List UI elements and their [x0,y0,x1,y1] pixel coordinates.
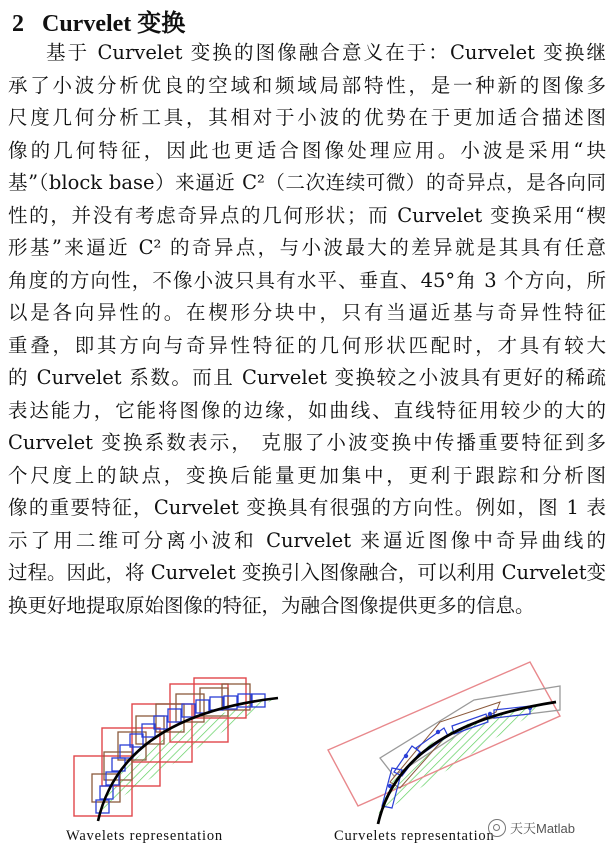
right-figure-caption: Curvelets representation [334,828,495,844]
wavelet-panel [74,678,278,821]
paragraph-line: 以是各向异性的。在楔形分块中，只有当逼近基与奇异性特征 [8,301,606,324]
section-number: 2 [12,11,24,37]
paragraph-line: 尺度几何分析工具，其相对于小波的优势在于更加适合描述图 [8,106,606,129]
paragraph-line: 的 Curvelet 系数。而且 Curvelet 变换较之小波具有更好的稀疏 [8,366,606,389]
paragraph-line: 过程。因此，将 Curvelet 变换引入图像融合，可以利用 Curvelet变 [8,561,607,584]
wechat-icon [488,819,506,837]
paragraph-line: 形基”来逼近 C² 的奇异点，与小波最大的差异就是其具有任意 [8,236,606,259]
curvelet-large-wedge [328,662,560,806]
paragraph-line: 基于 Curvelet 变换的图像融合意义在于：Curvelet 变换继 [46,41,606,64]
paragraph-line: 个尺度上的缺点，变换后能量更加集中，更利于跟踪和分析图 [8,463,606,487]
paragraph-line: 基”（block base）来逼近 C²（二次连续可微）的奇异点，是各向同 [8,171,606,194]
section-heading [12,3,185,38]
paragraph-line: 承了小波分析优良的空域和频域局部特性，是一种新的图像多 [8,73,606,97]
paragraph-line: 表达能力，它能将图像的边缘，如曲线、直线特征用较少的大的 [8,398,606,422]
section-title: Curvelet 变换 [42,11,186,37]
body-paragraph [8,37,606,622]
paragraph-line: 像的重要特征，Curvelet 变换具有很强的方向性。例如，图 1 表 [8,496,606,519]
paragraph-line: 角度的方向性，不像小波只具有水平、垂直、45°角 3 个方向，所 [8,268,606,292]
paragraph-line: 示了用二维可分离小波和 Curvelet 来逼近图像中奇异曲线的 [8,528,606,552]
paragraph-line: 像的几何特征，因此也更适合图像处理应用。小波是采用“块 [8,138,606,162]
wavelet-hatched-region [100,698,275,811]
paragraph-line: Curvelet 变换系数表示， 克服了小波变换中传播重要特征到多 [8,431,606,454]
curvelet-panel [328,662,560,824]
paragraph-line: 换更好地提取原始图像的特征，为融合图像提供更多的信息。 [8,593,535,617]
watermark [488,818,575,837]
paragraph-line: 性的，并没有考虑奇异点的几何形状；而 Curvelet 变换采用“楔 [8,203,606,227]
left-figure-caption: Wavelets representation [66,828,223,844]
watermark-text: 天天Matlab [510,821,576,836]
paragraph-line: 重叠，即其方向与奇异性特征的几何形状匹配时，才具有较大 [8,333,606,357]
